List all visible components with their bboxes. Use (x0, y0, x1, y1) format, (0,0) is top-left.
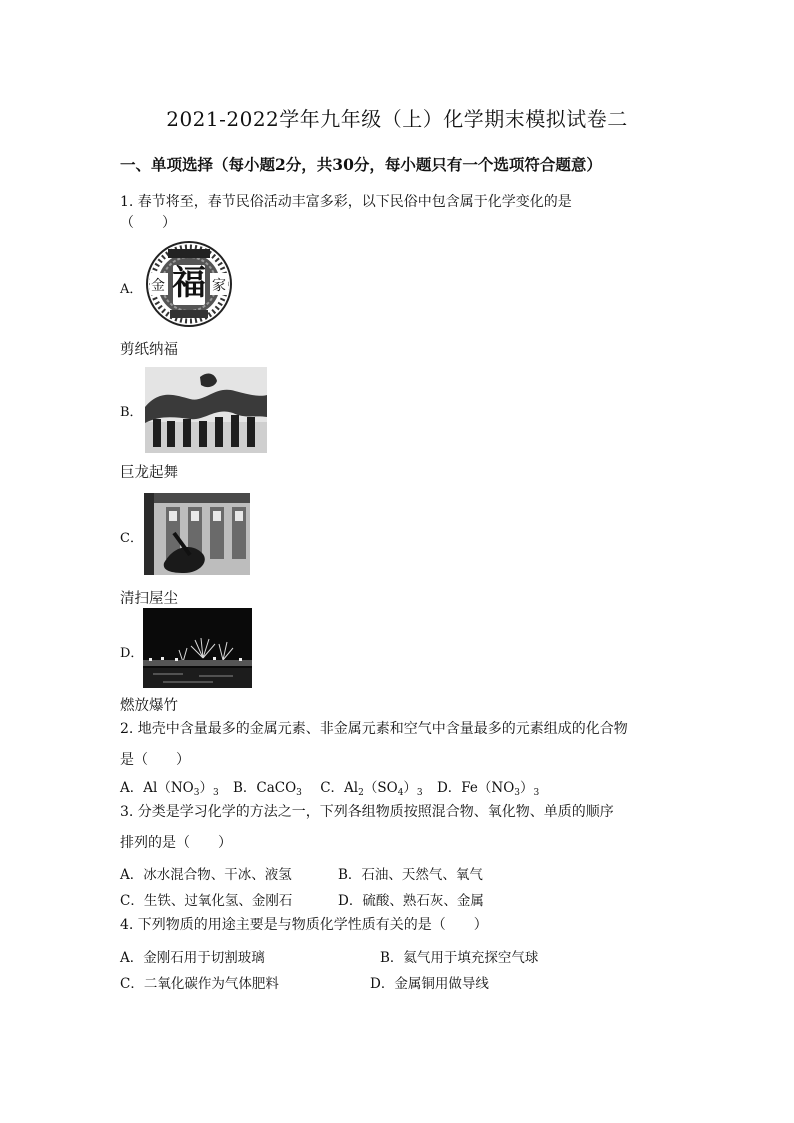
q2-option-c-sub: 2 (358, 788, 364, 798)
q1-option-c-letter: C． (120, 531, 143, 546)
q2-option-b-sub: 3 (296, 788, 302, 798)
q3-stem-line1: 3. 分类是学习化学的方法之一，下列各组物质按照混合物、氧化物、单质的顺序 (120, 804, 614, 820)
page-title: 2021-2022学年九年级（上）化学期末模拟试卷二 (166, 107, 628, 131)
q2-stem-line1: 2. 地壳中含量最多的金属元素、非金属元素和空气中含量最多的元素组成的化合物 (120, 721, 628, 737)
q3-option-b: B．石油、天然气、氧气 (338, 867, 483, 883)
q1-option-b-label: 巨龙起舞 (120, 465, 178, 481)
q2-option-c-formula: Al (344, 780, 359, 796)
q2-option-d-close: ） (520, 780, 534, 796)
q3-stem-line2: 排列的是（ ） (120, 835, 232, 851)
q2-option-c-sub3: 3 (416, 788, 423, 798)
q2-option-c-close: ） (403, 780, 417, 796)
q2-options-line (120, 776, 539, 798)
q2-option-d-formula: Fe（NO (461, 780, 515, 796)
section-heading: 一、单项选择（每小题2分，共30分，每小题只有一个选项符合题意） (120, 155, 602, 174)
q2-option-a-sub: 3 (193, 788, 200, 798)
q2-option-c-mid: （SO (363, 780, 398, 796)
fu-side-right: 家 (212, 278, 226, 294)
q2-stem-line2: 是（ ） (120, 752, 190, 768)
q1-answer-paren: （ ） (120, 215, 176, 231)
q1-option-a-letter: A． (120, 282, 143, 297)
q2-option-d-sub: 3 (514, 788, 521, 798)
q1-option-c-label: 清扫屋尘 (120, 591, 178, 607)
q2-option-a-close: ） (199, 780, 213, 796)
q3-option-d: D．硫酸、熟石灰、金属 (338, 893, 484, 909)
q1-stem: 1. 春节将至，春节民俗活动丰富多彩，以下民俗中包含属于化学变化的是 (120, 194, 572, 210)
q2-option-a-formula: Al（NO (143, 780, 194, 796)
q2-option-a-sub2: 3 (212, 788, 219, 798)
paper-cut-fu-image (146, 239, 232, 329)
q2-option-b-formula: CaCO (256, 780, 297, 796)
fireworks-image (143, 608, 252, 688)
fu-side-left: 金 (151, 278, 165, 294)
dragon-dance-image (145, 367, 267, 453)
q4-option-b: B．氦气用于填充探空气球 (380, 950, 539, 966)
q1-option-d-letter: D． (120, 646, 144, 661)
sweeping-dust-image (144, 493, 250, 575)
q1-option-a-label: 剪纸纳福 (120, 342, 178, 358)
q2-option-d-letter: D． (436, 780, 462, 796)
q2-option-a-letter: A． (120, 780, 144, 796)
q4-option-a: A．金刚石用于切割玻璃 (120, 950, 265, 966)
fu-character: 福 (172, 263, 206, 303)
q2-option-c-sub2: 4 (397, 788, 404, 798)
q1-option-b-letter: B． (120, 405, 143, 420)
q2-option-b-letter: B． (232, 780, 257, 796)
q4-stem: 4. 下列物质的用途主要是与物质化学性质有关的是（ ） (120, 917, 488, 933)
q2-option-c-letter: C． (320, 780, 345, 796)
q4-option-d: D．金属铜用做导线 (370, 976, 489, 992)
q1-option-d-label: 燃放爆竹 (120, 698, 178, 714)
q3-option-c: C．生铁、过氧化氢、金刚石 (120, 893, 293, 909)
q2-option-d-sub2: 3 (533, 788, 540, 798)
q4-option-c: C．二氧化碳作为气体肥料 (120, 976, 279, 992)
q3-option-a: A．冰水混合物、干冰、液氢 (120, 867, 292, 883)
